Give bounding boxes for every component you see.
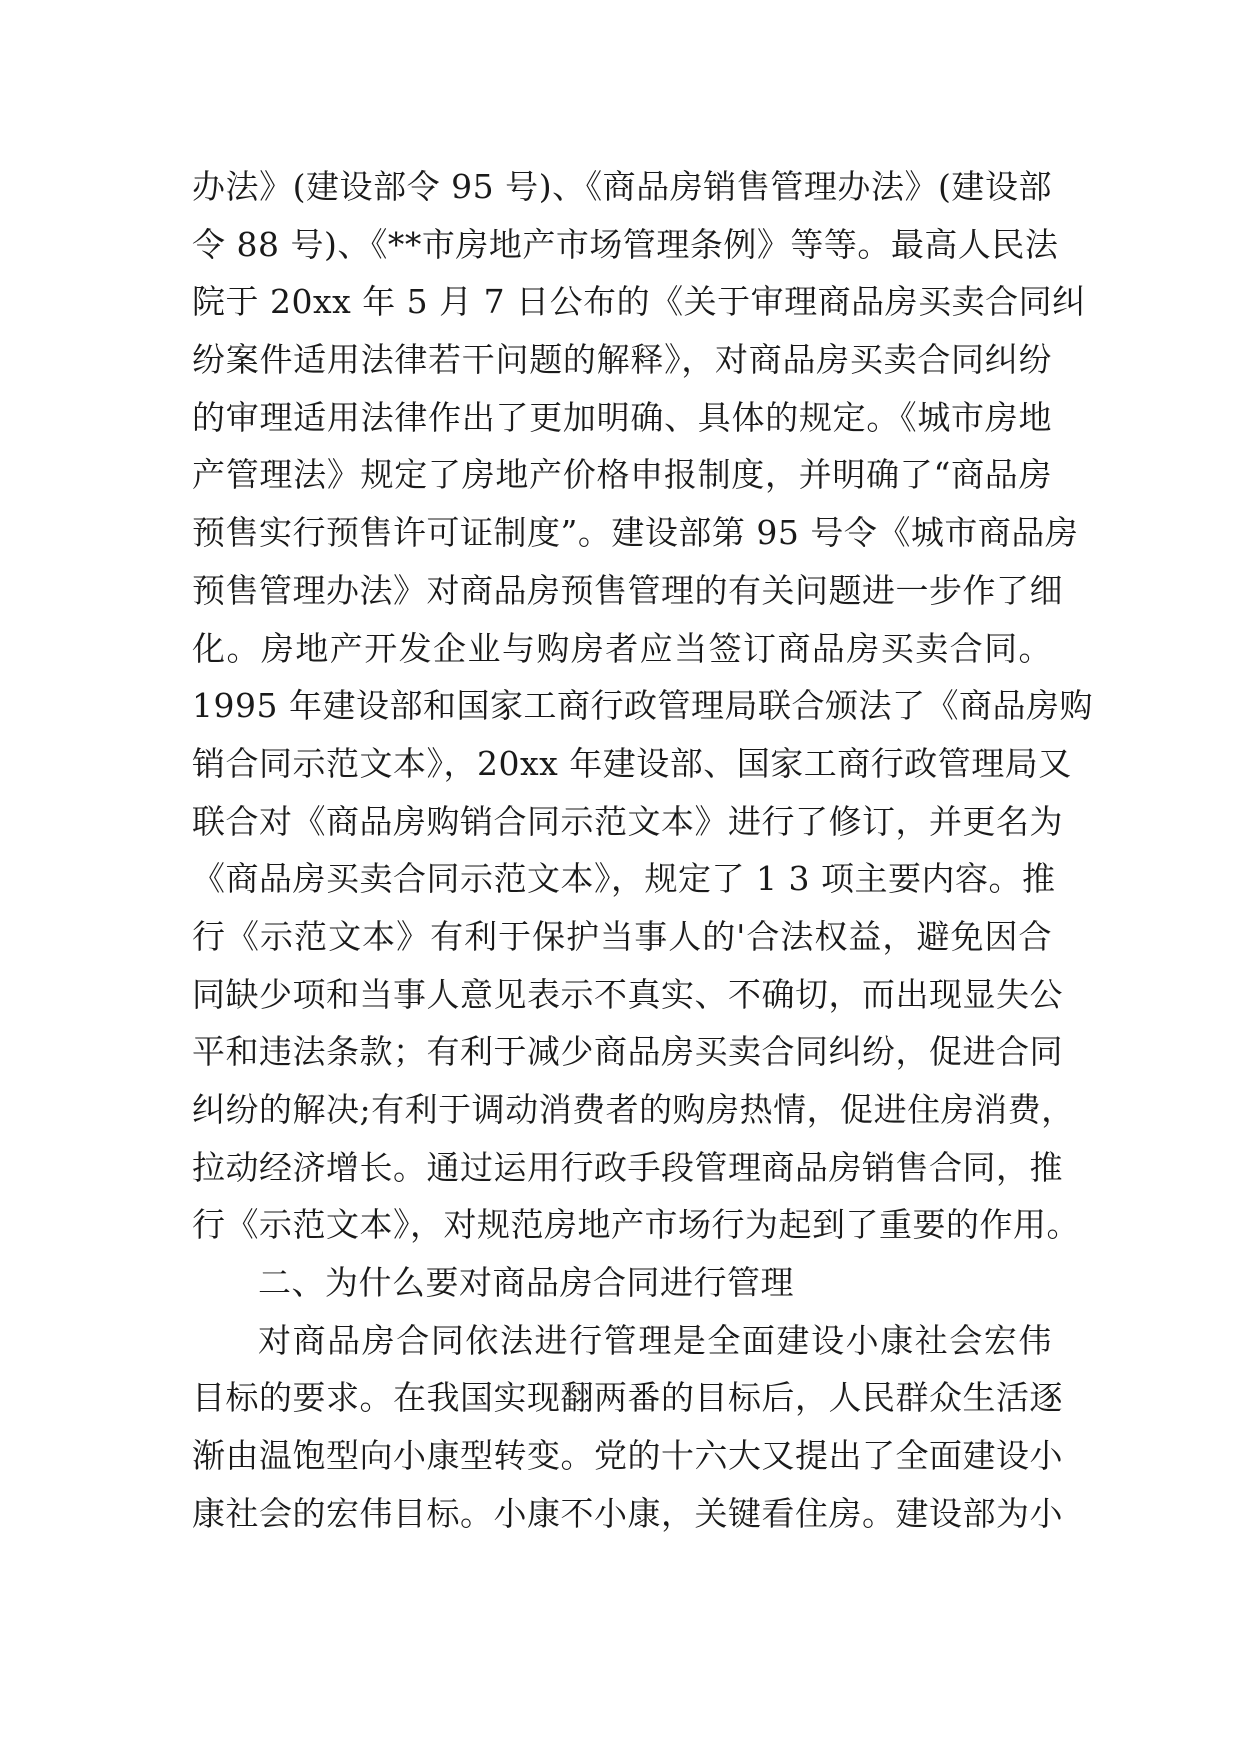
text-line: 1995 年建设部和国家工商行政管理局联合颁法了《商品房购 xyxy=(192,686,1093,726)
text-line: 渐由温饱型向小康型转变。党的十六大又提出了全面建设小 xyxy=(192,1436,1063,1476)
text-line: 产管理法》规定了房地产价格申报制度，并明确了“商品房 xyxy=(192,455,1052,495)
text-line: 令 88 号)、《**市房地产市场管理条例》等等。最高人民法 xyxy=(192,224,1059,264)
text-line: 纷案件适用法律若干问题的解释》，对商品房买卖合同纠纷 xyxy=(192,340,1052,380)
text-line: 行《示范文本》有利于保护当事人的'合法权益，避免因合 xyxy=(192,916,1052,956)
text-line: 同缺少项和当事人意见表示不真实、不确切，而出现显失公 xyxy=(192,974,1063,1014)
text-line: 办法》(建设部令 95 号)、《商品房销售管理办法》(建设部 xyxy=(192,167,1052,206)
text-line: 《商品房买卖合同示范文本》，规定了 1 3 项主要内容。推 xyxy=(192,859,1056,899)
section-heading: 二、为什么要对商品房合同进行管理 xyxy=(258,1263,794,1303)
text-line: 联合对《商品房购销合同示范文本》进行了修订，并更名为 xyxy=(192,801,1063,841)
text-line: 化。房地产开发企业与购房者应当签订商品房买卖合同。 xyxy=(192,628,1052,668)
text-line: 平和违法条款；有利于减少商品房买卖合同纠纷，促进合同 xyxy=(192,1032,1063,1072)
text-line: 预售实行预售许可证制度”。建设部第 95 号令《城市商品房 xyxy=(192,513,1079,553)
text-line: 目标的要求。在我国实现翻两番的目标后，人民群众生活逐 xyxy=(192,1378,1063,1418)
document-body xyxy=(192,158,1093,1543)
text-line: 院于 20xx 年 5 月 7 日公布的《关于审理商品房买卖合同纠 xyxy=(192,282,1086,322)
text-line: 拉动经济增长。通过运用行政手段管理商品房销售合同，推 xyxy=(192,1147,1063,1187)
text-line: 康社会的宏伟目标。小康不小康，关键看住房。建设部为小 xyxy=(192,1493,1063,1533)
text-line: 对商品房合同依法进行管理是全面建设小康社会宏伟 xyxy=(258,1320,1052,1360)
text-line: 销合同示范文本》，20xx 年建设部、国家工商行政管理局又 xyxy=(192,743,1072,783)
text-line: 预售管理办法》对商品房预售管理的有关问题进一步作了细 xyxy=(192,570,1063,610)
text-line: 行《示范文本》，对规范房地产市场行为起到了重要的作用。 xyxy=(192,1205,1080,1245)
text-line: 纠纷的解决;有利于调动消费者的购房热情，促进住房消费， xyxy=(192,1090,1075,1129)
text-line: 的审理适用法律作出了更加明确、具体的规定。《城市房地 xyxy=(192,397,1052,437)
